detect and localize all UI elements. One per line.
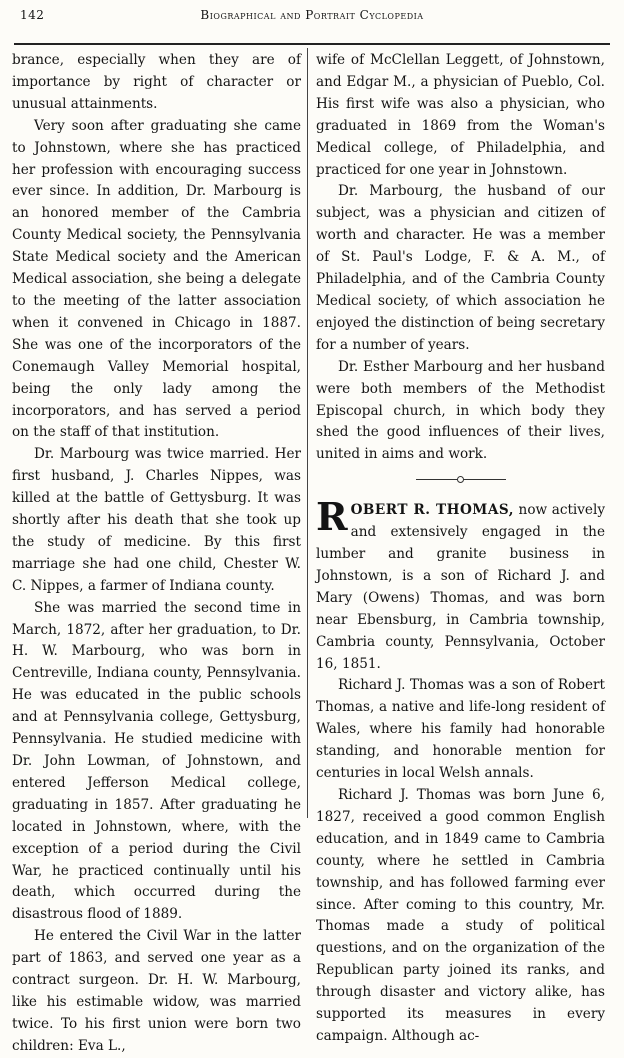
section-divider bbox=[416, 476, 506, 484]
right-column bbox=[316, 50, 605, 1048]
biography-subject-name: OBERT R. THOMAS, bbox=[350, 502, 514, 519]
paragraph: Richard J. Thomas was a son of Robert Thomas, a native and life-long resident of Wales, where his family had honorable standing, and honorable mention for centuries in local Welsh annals. bbox=[316, 677, 605, 782]
paragraph: She was married the second time in March, 1872, after her graduation, to Dr. H. W. Marbourg, who was born in Centreville, Indiana county, Pennsylvania. He was educated in the public schools and at Pennsylvania college, Gettysburg, Pennsylvania. He studied medicine with Dr. John Lowman, of Johnstown, and entered Jefferson Medical college, graduating in 1857. After graduating he located in Johnstown, where, with the exception of a period during the Civil War, he practiced continually until his death, which occurred during the disastrous flood of 1889. bbox=[12, 599, 301, 923]
paragraph: Dr. Esther Marbourg and her husband were both members of the Methodist Episcopal church, in which body they shed the good influences of their lives, united in aims and work. bbox=[316, 358, 605, 463]
header-rule bbox=[14, 43, 610, 45]
drop-cap: R bbox=[316, 494, 348, 540]
left-column bbox=[12, 50, 301, 1058]
paragraph: wife of McClellan Leggett, of Johnstown, and Edgar M., a physician of Pueblo, Col. His first wife was also a physician, who graduated in 1869 from the Woman's Medical college, of Philadelphia, and practiced for one year in Johnstown. bbox=[316, 52, 605, 178]
page-number: 142 bbox=[20, 8, 45, 22]
biography-opening-text: now actively and extensively engaged in the lumber and granite business in Johnstown, is a son of Richard J. and Mary (Owens) Thomas, and was born near Ebensburg, in Cambria township, Cambria county, Pennsylvania, October 16, 1851. bbox=[316, 502, 606, 672]
column-divider bbox=[307, 48, 308, 818]
running-head: Biographical and Portrait Cyclopedia bbox=[200, 8, 424, 22]
paragraph: Very soon after graduating she came to Johnstown, where she has practiced her profession with encouraging success ever since. In addition, Dr. Marbourg is an honored member of the Cambria County Medical society, the Pennsylvania State Medical society and the American Medical association, she being a delegate to the meeting of the latter association when it convened in Chicago in 1887. She was one of the incorporators of the Conemaugh Valley Memorial hospital, being the only lady among the incorporators, and has served a period on the staff of that institution. bbox=[12, 117, 301, 441]
paragraph: Dr. Marbourg, the husband of our subject, was a physician and citizen of worth and character. He was a member of St. Paul's Lodge, F. & A. M., of Philadelphia, and of the Cambria County Medical society, of which association he enjoyed the distinction of being secretary for a number of years. bbox=[316, 183, 605, 353]
biography-opening bbox=[316, 494, 606, 675]
paragraph: Dr. Marbourg was twice married. Her first husband, J. Charles Nippes, was killed at the battle of Gettysburg. It was shortly after his death that she took up the study of medicine. By this first marriage she had one child, Chester W. C. Nippes, a farmer of Indiana county. bbox=[12, 446, 301, 594]
paragraph: He entered the Civil War in the latter part of 1863, and served one year as a contract surgeon. Dr. H. W. Marbourg, like his estimable widow, was married twice. To his first union were born two children: Eva L., bbox=[12, 928, 301, 1054]
paragraph: Richard J. Thomas was born June 6, 1827, received a good common English education, and in 1849 came to Cambria county, where he settled in Cambria township, and has followed farming ever since. After coming to this country, Mr. Thomas made a study of political questions, and on the organization of the Republican party joined its ranks, and through disaster and victory alike, has supported its measures in every campaign. Although ac- bbox=[316, 787, 605, 1044]
paragraph: brance, especially when they are of importance by right of character or unusual attainments. bbox=[12, 52, 301, 112]
page-header bbox=[14, 4, 610, 26]
